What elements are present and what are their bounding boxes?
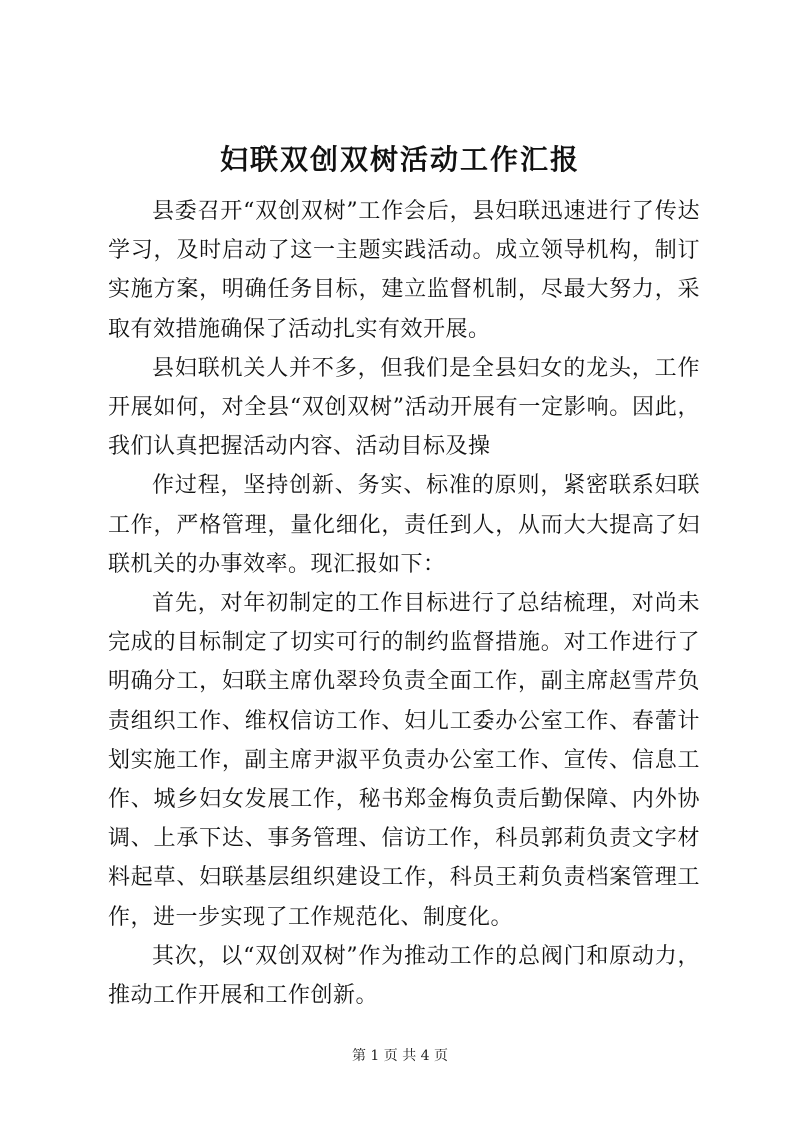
paragraph-1: 县委召开“双创双树”工作会后，县妇联迅速进行了传达学习，及时启动了这一主题实践活动。成立领导机构，制订实施方案，明确任务目标，建立监督机制，尽最大努力，采取有效措施确保了活动扎实有效开展。	[108, 199, 700, 342]
document-title: 妇联双创双树活动工作汇报	[219, 143, 580, 176]
document-body	[108, 192, 700, 1015]
page-number-footer: 第 1 页 共 4 页	[351, 1048, 449, 1064]
paragraph-4: 首先，对年初制定的工作目标进行了总结梳理，对尚未完成的目标制定了切实可行的制约监督措施。对工作进行了明确分工，妇联主席仇翠玲负责全面工作，副主席赵雪芹负责组织工作、维权信访工作、妇儿工委办公室工作、春蕾计划实施工作，副主席尹淑平负责办公室工作、宣传、信息工作、城乡妇女发展工作，秘书郑金梅负责后勤保障、内外协调、上承下达、事务管理、信访工作，科员郭莉负责文字材料起草、妇联基层组织建设工作，科员王莉负责档案管理工作，进一步实现了工作规范化、制度化。	[108, 591, 700, 930]
paragraph-3: 作过程，坚持创新、务实、标准的原则，紧密联系妇联工作，严格管理，量化细化，责任到人，从而大大提高了妇联机关的办事效率。现汇报如下：	[108, 473, 700, 577]
paragraph-5: 其次，以“双创双树”作为推动工作的总阀门和原动力，推动工作开展和工作创新。	[108, 943, 700, 1009]
paragraph-2: 县妇联机关人并不多，但我们是全县妇女的龙头，工作开展如何，对全县“双创双树”活动开展有一定影响。因此，我们认真把握活动内容、活动目标及操	[108, 355, 700, 460]
